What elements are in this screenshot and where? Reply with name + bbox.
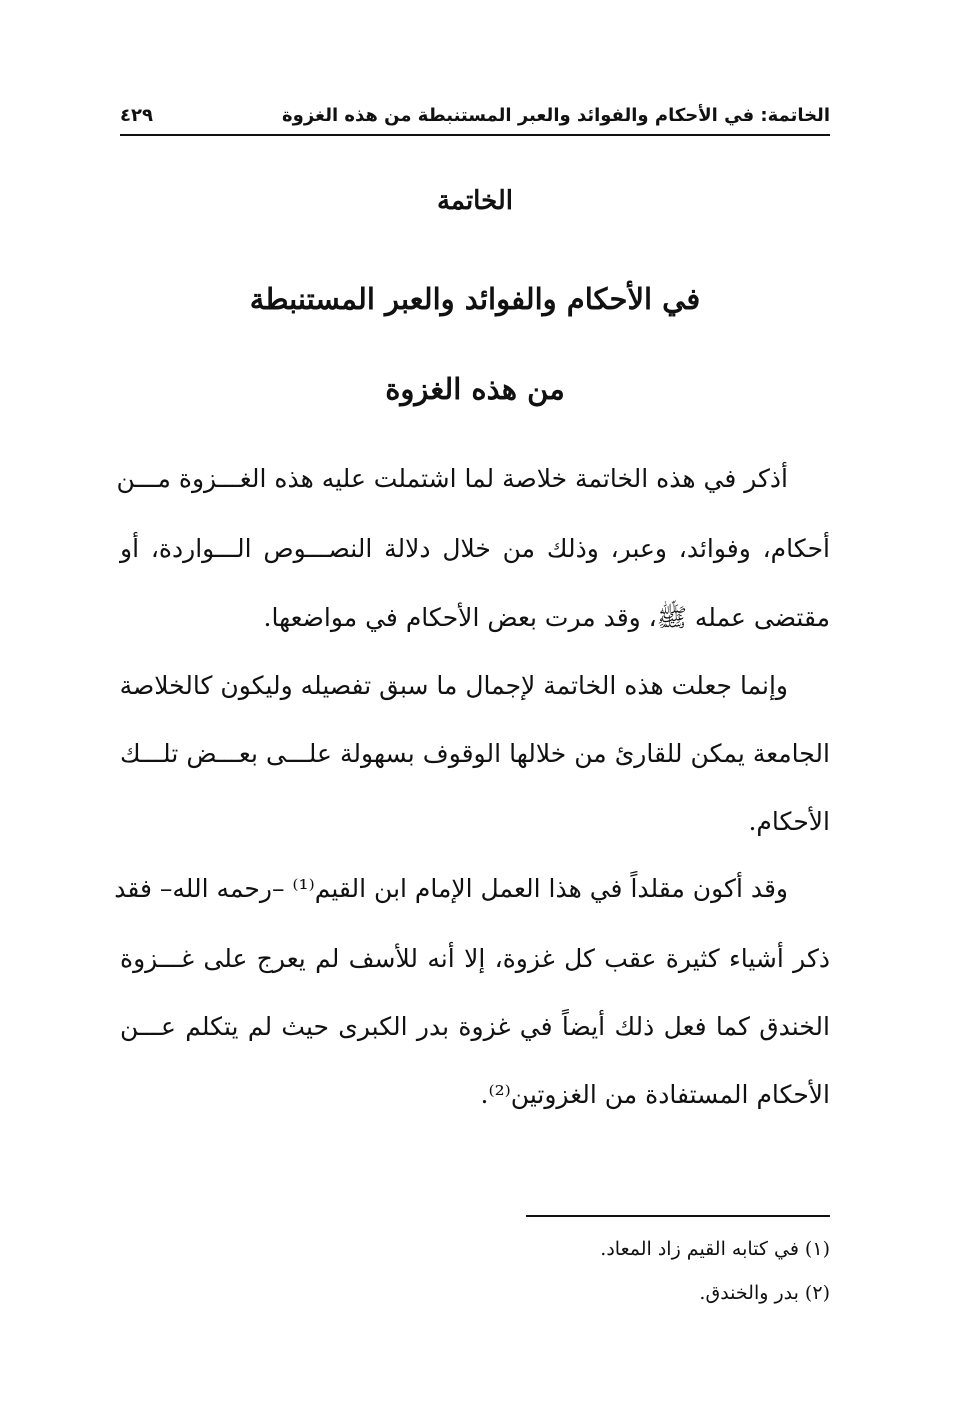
- paragraph-1-line-3: مقتضى عمله ﷺ، وقد مرت بعض الأحكام في مواضعها.: [263, 603, 830, 632]
- paragraph-3-line-3: الخندق كما فعل ذلك أيضاً في غزوة بدر الكبرى حيث لم يتكلم عـــن: [120, 1012, 830, 1041]
- page-number: ٤٢٩: [120, 104, 153, 126]
- footnote-2: (٢) بدر والخندق.: [699, 1282, 830, 1304]
- paragraph-3-line-4: الأحكام المستفادة من الغزوتين⁽²⁾.: [480, 1080, 830, 1109]
- running-title: الخاتمة: في الأحكام والفوائد والعبر المستنبطة من هذه الغزوة: [282, 104, 830, 126]
- footnote-1: (١) في كتابه القيم زاد المعاد.: [600, 1238, 830, 1260]
- paragraph-2-line-1: وإنما جعلت هذه الخاتمة لإجمال ما سبق تفصيله وليكون كالخلاصة: [119, 671, 788, 700]
- paragraph-1-line-1: أذكر في هذه الخاتمة خلاصة لما اشتملت عليه هذه الغـــزوة مـــن: [116, 464, 788, 493]
- footnote-separator: [526, 1215, 830, 1217]
- chapter-heading: الخاتمة: [436, 186, 514, 216]
- paragraph-3-line-2: ذكر أشياء كثيرة عقب كل غزوة، إلا أنه للأسف لم يعرج على غـــزوة: [120, 944, 830, 973]
- chapter-title-line-2: من هذه الغزوة: [385, 372, 565, 406]
- chapter-title-line-1: في الأحكام والفوائد والعبر المستنبطة: [249, 282, 701, 316]
- header-rule: [120, 134, 830, 136]
- running-header: [120, 98, 830, 132]
- paragraph-1-line-2: أحكام، وفوائد، وعبر، وذلك من خلال دلالة النصـــوص الـــواردة، أو: [120, 534, 830, 563]
- paragraph-3-line-1: وقد أكون مقلداً في هذا العمل الإمام ابن القيم⁽¹⁾ –رحمه الله– فقد: [114, 874, 788, 903]
- paragraph-2-line-3: الأحكام.: [748, 807, 830, 836]
- paragraph-2-line-2: الجامعة يمكن للقارئ من خلالها الوقوف بسهولة علـــى بعـــض تلـــك: [120, 739, 830, 768]
